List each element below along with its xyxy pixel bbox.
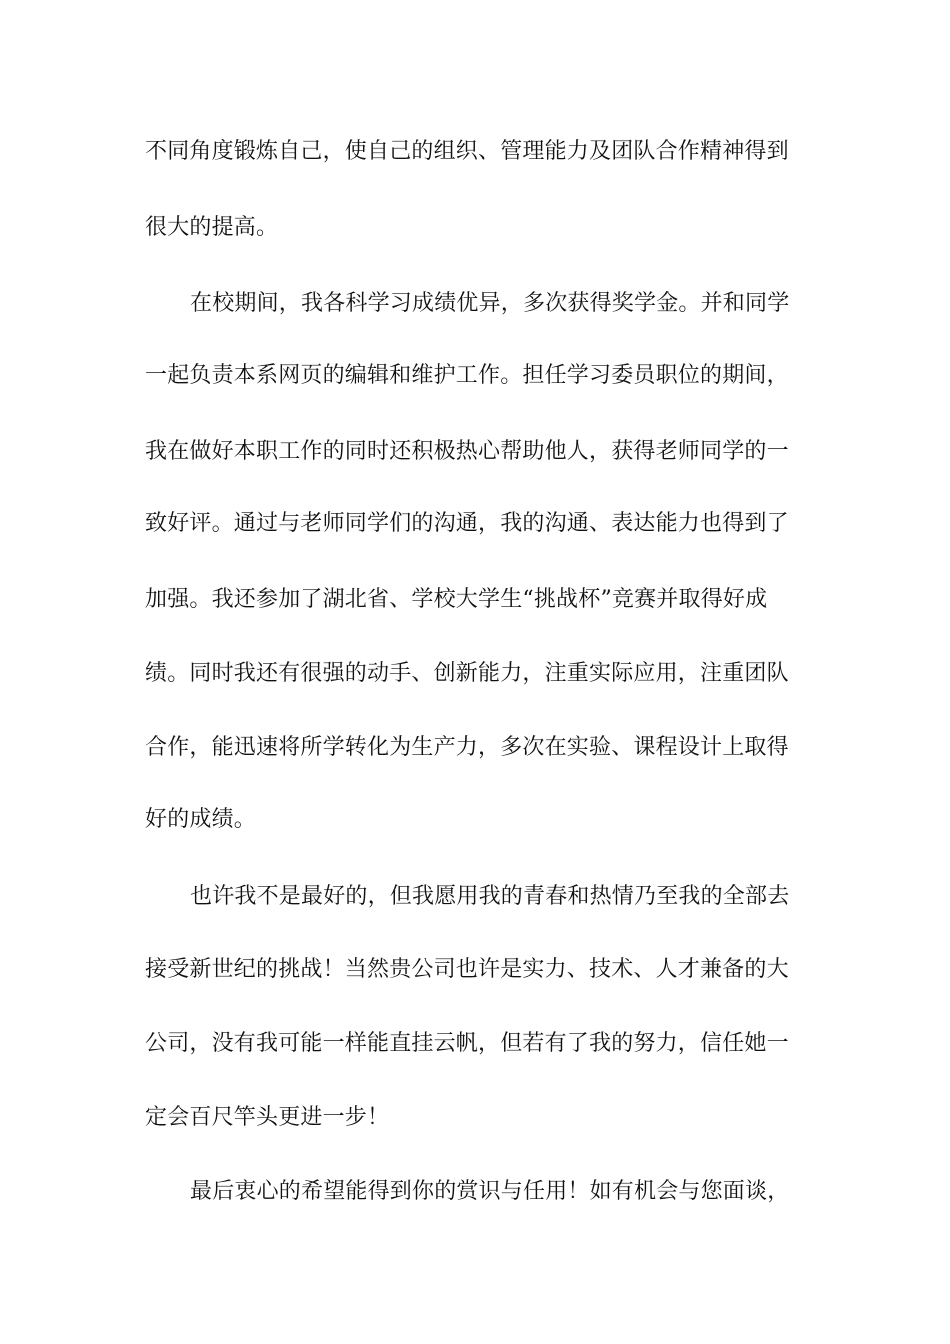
text-line: 一起负责本系网页的编辑和维护工作。担任学习委员职位的期间， bbox=[145, 363, 789, 388]
text-line: 不同角度锻炼自己，使自己的组织、管理能力及团队合作精神得到 bbox=[145, 139, 789, 164]
text-line: 合作，能迅速将所学转化为生产力，多次在实验、课程设计上取得 bbox=[145, 735, 789, 760]
text-line: 绩。同时我还有很强的动手、创新能力，注重实际应用，注重团队 bbox=[145, 661, 789, 686]
text-line: 好的成绩。 bbox=[145, 807, 257, 832]
text-line: 公司，没有我可能一样能直挂云帆，但若有了我的努力，信任她一 bbox=[145, 1031, 789, 1056]
paragraph-start-line: 在校期间，我各科学习成绩优异，多次获得奖学金。并和同学 bbox=[190, 291, 790, 316]
paragraph-start-line: 最后衷心的希望能得到你的赏识与任用！如有机会与您面谈， bbox=[190, 1179, 790, 1204]
text-line: 致好评。通过与老师同学们的沟通，我的沟通、表达能力也得到了 bbox=[145, 511, 789, 536]
text-line: 加强。我还参加了湖北省、学校大学生“挑战杯”竞赛并取得好成 bbox=[145, 587, 768, 612]
paragraph-start-line: 也许我不是最好的，但我愿用我的青春和热情乃至我的全部去 bbox=[190, 884, 790, 909]
text-line: 接受新世纪的挑战！当然贵公司也许是实力、技术、人才兼备的大 bbox=[145, 957, 789, 982]
text-line: 我在做好本职工作的同时还积极热心帮助他人，获得老师同学的一 bbox=[145, 439, 789, 464]
text-line: 很大的提高。 bbox=[145, 215, 279, 240]
text-line: 定会百尺竿头更进一步！ bbox=[145, 1105, 390, 1130]
